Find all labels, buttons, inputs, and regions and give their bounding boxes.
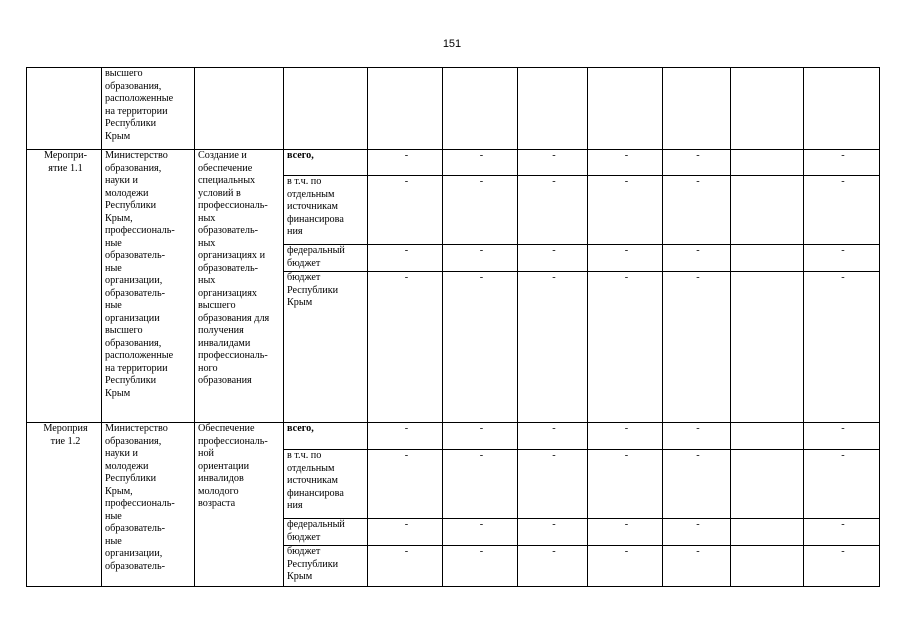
value-cell: - bbox=[804, 519, 880, 546]
source-cell bbox=[284, 450, 368, 519]
value-cell: - bbox=[588, 423, 663, 450]
value-cell: - bbox=[443, 423, 518, 450]
event-name: Мероприя тие 1.2 bbox=[43, 423, 88, 447]
value-cell: - bbox=[804, 423, 880, 450]
value-cell: - bbox=[804, 150, 880, 176]
value-cell: - bbox=[368, 245, 443, 272]
value-cell bbox=[731, 519, 804, 546]
value-cell: - bbox=[518, 245, 588, 272]
value-cell: - bbox=[518, 423, 588, 450]
table-row bbox=[27, 150, 880, 176]
event-name-cell bbox=[27, 68, 102, 150]
value-cell: - bbox=[663, 519, 731, 546]
event-description: Создание и обеспечение специальных условий в профессиональ- ных образователь- ных организациях и образователь- ных организациях высшего образования для получения инвалидами профессиональ- ного образования bbox=[198, 150, 270, 386]
value-cell bbox=[588, 68, 663, 150]
value-cell bbox=[518, 68, 588, 150]
value-cell bbox=[731, 450, 804, 519]
value-cell: - bbox=[443, 245, 518, 272]
value-cell: - bbox=[518, 150, 588, 176]
value-cell: - bbox=[663, 272, 731, 423]
value-cell: - bbox=[663, 176, 731, 245]
source-label: в т.ч. по отдельным источникам финансирова ния bbox=[287, 176, 344, 237]
executor-cell bbox=[102, 150, 195, 423]
value-cell bbox=[663, 68, 731, 150]
value-cell: - bbox=[663, 150, 731, 176]
value-cell: - bbox=[518, 176, 588, 245]
executor-cell bbox=[102, 68, 195, 150]
value-cell: - bbox=[588, 245, 663, 272]
value-cell: - bbox=[663, 546, 731, 587]
value-cell: - bbox=[518, 450, 588, 519]
value-cell: - bbox=[443, 519, 518, 546]
source-label: федеральный бюджет bbox=[287, 245, 345, 269]
value-cell: - bbox=[804, 176, 880, 245]
event-description: Обеспечение профессиональ- ной ориентации инвалидов молодого возраста bbox=[198, 423, 268, 509]
source-label: всего, bbox=[287, 423, 314, 434]
source-cell bbox=[284, 272, 368, 423]
source-label: всего, bbox=[287, 150, 314, 161]
value-cell bbox=[731, 150, 804, 176]
event-name: Меропри- ятие 1.1 bbox=[43, 150, 88, 174]
source-label: бюджет Республики Крым bbox=[287, 546, 339, 582]
budget-table bbox=[26, 67, 880, 587]
executor-text: Министерство образования, науки и молодежи Республики Крым, профессиональ- ные образователь- ные организации, образователь- ные организации высшего образования, расположенные на территории Республики Крым bbox=[105, 150, 175, 399]
value-cell: - bbox=[663, 245, 731, 272]
source-cell bbox=[284, 245, 368, 272]
value-cell bbox=[731, 245, 804, 272]
source-cell bbox=[284, 176, 368, 245]
value-cell: - bbox=[804, 272, 880, 423]
value-cell: - bbox=[443, 176, 518, 245]
value-cell: - bbox=[368, 546, 443, 587]
executor-text: высшего образования, расположенные на территории Республики Крым bbox=[105, 68, 174, 142]
value-cell bbox=[731, 546, 804, 587]
value-cell: - bbox=[804, 546, 880, 587]
executor-cell bbox=[102, 423, 195, 587]
value-cell bbox=[731, 423, 804, 450]
value-cell: - bbox=[443, 450, 518, 519]
value-cell: - bbox=[588, 519, 663, 546]
value-cell: - bbox=[368, 150, 443, 176]
value-cell: - bbox=[368, 519, 443, 546]
value-cell: - bbox=[588, 546, 663, 587]
value-cell: - bbox=[588, 272, 663, 423]
value-cell: - bbox=[588, 150, 663, 176]
value-cell: - bbox=[443, 546, 518, 587]
value-cell bbox=[731, 68, 804, 150]
source-label: федеральный бюджет bbox=[287, 519, 345, 543]
value-cell: - bbox=[663, 450, 731, 519]
source-cell bbox=[284, 546, 368, 587]
source-label: бюджет Республики Крым bbox=[287, 272, 339, 308]
description-cell bbox=[195, 150, 284, 423]
source-label: в т.ч. по отдельным источникам финансирова ния bbox=[287, 450, 344, 511]
source-cell bbox=[284, 150, 368, 176]
value-cell: - bbox=[368, 450, 443, 519]
value-cell bbox=[443, 68, 518, 150]
table-row bbox=[27, 423, 880, 450]
value-cell: - bbox=[588, 176, 663, 245]
table-row bbox=[27, 68, 880, 150]
value-cell bbox=[731, 176, 804, 245]
value-cell bbox=[731, 272, 804, 423]
value-cell: - bbox=[804, 450, 880, 519]
value-cell: - bbox=[368, 176, 443, 245]
value-cell bbox=[368, 68, 443, 150]
description-cell bbox=[195, 68, 284, 150]
source-cell bbox=[284, 519, 368, 546]
value-cell: - bbox=[443, 272, 518, 423]
value-cell: - bbox=[518, 546, 588, 587]
event-name-cell bbox=[27, 423, 102, 587]
source-cell bbox=[284, 68, 368, 150]
value-cell: - bbox=[588, 450, 663, 519]
value-cell bbox=[804, 68, 880, 150]
value-cell: - bbox=[518, 272, 588, 423]
value-cell: - bbox=[443, 150, 518, 176]
value-cell: - bbox=[663, 423, 731, 450]
value-cell: - bbox=[368, 423, 443, 450]
value-cell: - bbox=[804, 245, 880, 272]
source-cell bbox=[284, 423, 368, 450]
executor-text: Министерство образования, науки и молодежи Республики Крым, профессиональ- ные образователь- ные организации, образователь- bbox=[105, 423, 175, 572]
description-cell bbox=[195, 423, 284, 587]
page-number: 151 bbox=[442, 38, 462, 50]
value-cell: - bbox=[368, 272, 443, 423]
event-name-cell bbox=[27, 150, 102, 423]
value-cell: - bbox=[518, 519, 588, 546]
